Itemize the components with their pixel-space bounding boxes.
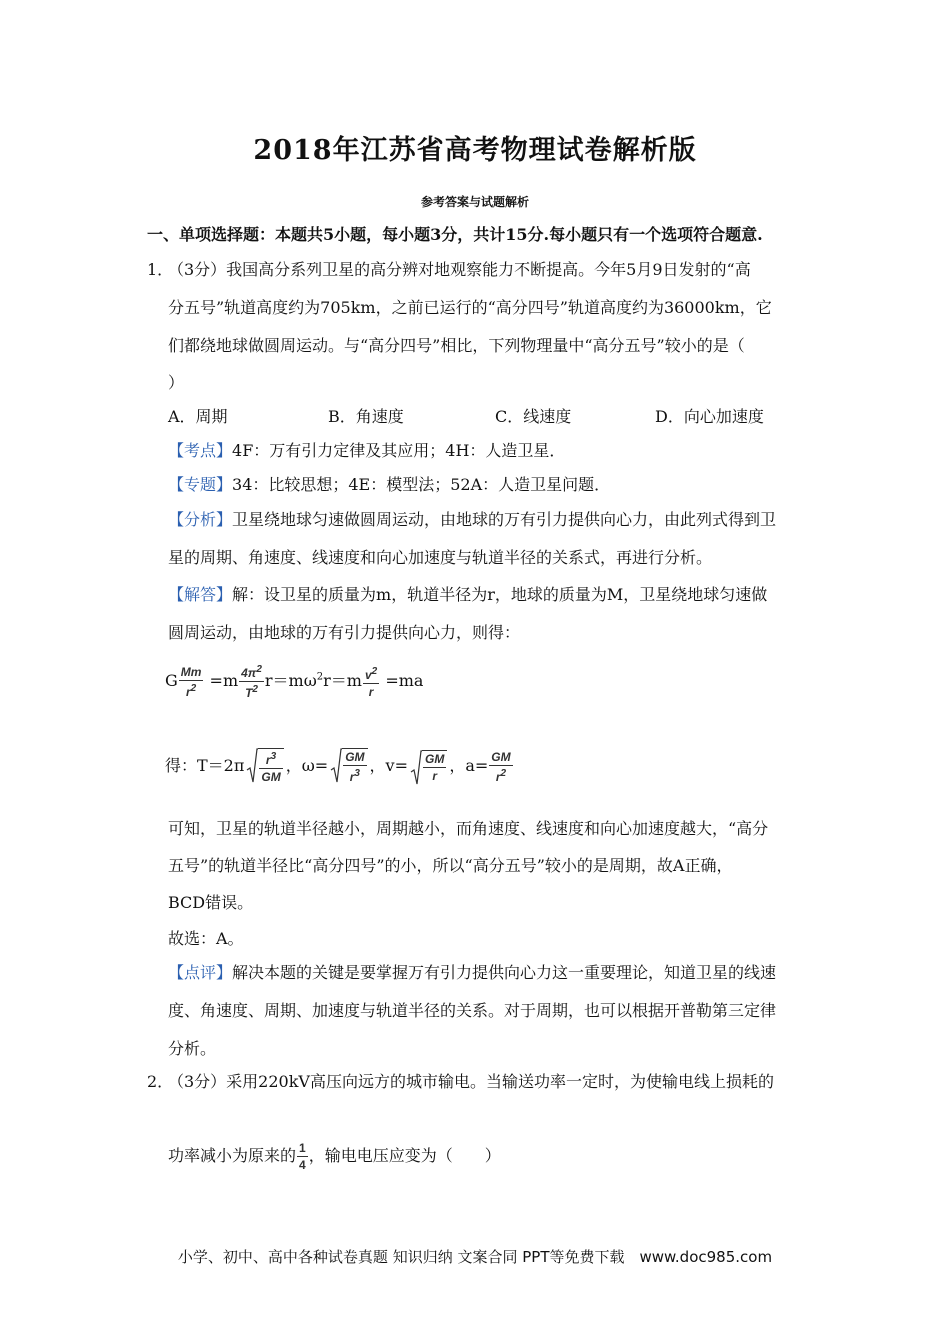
zhuanti-tag: 【专题】 — [168, 475, 233, 494]
page-subtitle: 参考答案与试题解析 — [420, 195, 529, 209]
question-2-line-2b: ，输电电压应变为（ ） — [308, 1146, 501, 1165]
frac-mm-den: r — [186, 684, 191, 699]
kaodian-text: 4F：万有引力定律及其应用；4H：人造卫星． — [232, 441, 566, 460]
frac-4pi-den-exp: 2 — [252, 684, 258, 695]
frac-gm-r2 — [489, 749, 512, 785]
option-b: B．角速度 — [328, 407, 404, 426]
dianping-text-3: 分析。 — [168, 1039, 217, 1058]
question-2-line-1: （3分）采用220kV高压向远方的城市输电。当输送功率一定时，为使输电线上损耗的 — [168, 1072, 774, 1091]
jieda-text-1: 解：设卫星的质量为m，轨道半径为r，地球的质量为M，卫星绕地球匀速做 — [232, 585, 768, 604]
footer-watermark: 小学、初中、高中各种试卷真题 知识归纳 文案合同 PPT等免费下载 www.doc985.com — [177, 1248, 773, 1266]
option-a: A．周期 — [168, 407, 228, 426]
frac-mm-r2 — [179, 664, 204, 700]
zhuanti-text: 34：比较思想；4E：模型法；52A：人造卫星问题． — [232, 475, 611, 494]
question-1-line-4: ） — [168, 373, 185, 392]
sqrt2-num: GM — [345, 750, 365, 764]
equation-gravity — [165, 662, 423, 701]
question-1-number: 1． — [147, 260, 174, 279]
jieda-row — [168, 582, 767, 605]
eq1-g: G — [165, 671, 178, 690]
section-heading: 一、单项选择题：本题共5小题，每小题3分，共计15分.每小题只有一个选项符合题意. — [147, 225, 763, 244]
fenxi-tag: 【分析】 — [168, 510, 233, 529]
eq2-lead: 得：T＝2π — [165, 756, 245, 775]
question-2-line-2a: 功率减小为原来的 — [168, 1146, 297, 1165]
question-2-number: 2． — [147, 1072, 174, 1091]
frac-4pi2-t2 — [239, 662, 264, 701]
frac-a-den: r — [495, 769, 501, 784]
radical-icon — [246, 748, 258, 784]
fenxi-text-1: 卫星绕地球匀速做圆周运动，由地球的万有引力提供向心力，由此列式得到卫 — [232, 510, 777, 529]
frac-a-den-exp: 2 — [500, 767, 507, 779]
radical-icon — [330, 748, 342, 784]
eq2-sep2: ，v= — [369, 756, 408, 775]
question-1-line-3: 们都绕地球做圆周运动。与“高分四号”相比，下列物理量中“高分五号”较小的是（ — [168, 336, 745, 355]
jieda-text-2: 圆周运动，由地球的万有引力提供向心力，则得： — [168, 623, 521, 642]
frac-v-num: v — [364, 667, 372, 682]
frac-4pi-den: T — [245, 686, 253, 700]
frac-mm-den-exp: 2 — [190, 682, 197, 694]
sqrt1-num-exp: 3 — [270, 751, 277, 762]
eq1-t3: r＝m — [323, 671, 362, 690]
sqrt1-den: GM — [261, 770, 281, 784]
dianping-text-1: 解决本题的关键是要掌握万有引力提供向心力这一重要理论，知道卫星的线速 — [232, 963, 777, 982]
kaodian-tag: 【考点】 — [168, 441, 233, 460]
fenxi-text-2: 星的周期、角速度、线速度和向心加速度与轨道半径的关系式，再进行分析。 — [168, 548, 713, 567]
sqrt-gm-r — [410, 750, 447, 784]
dianping-tag: 【点评】 — [168, 963, 233, 982]
eq1-t4: =ma — [385, 671, 424, 690]
frac-a-num: GM — [491, 749, 511, 764]
answer: 故选：A。 — [168, 929, 244, 948]
eq2-sep1: ，ω= — [285, 756, 329, 775]
sqrt3-num: GM — [424, 751, 445, 766]
frac-one-quarter — [297, 1140, 308, 1173]
sqrt3-den: r — [432, 768, 437, 783]
fenxi-row — [168, 507, 776, 530]
question-2-line-2 — [168, 1140, 501, 1173]
frac-v2-r — [363, 664, 379, 700]
equation-results — [165, 748, 514, 785]
frac-v-num-exp: 2 — [371, 665, 378, 677]
frac-4pi-num-exp: 2 — [256, 664, 262, 675]
zhuanti-row — [168, 472, 610, 495]
sqrt2-den-exp: 3 — [354, 768, 360, 779]
sqrt1-num: r — [265, 753, 271, 767]
frac-v-den: r — [368, 684, 374, 699]
page-title: 2018年江苏省高考物理试卷解析版 — [253, 135, 697, 166]
sqrt2-den: r — [349, 770, 355, 784]
question-1-line-2: 分五号”轨道高度约为705km，之前已运行的“高分四号”轨道高度约为36000km，它 — [168, 298, 772, 317]
frac-4pi-num: 4π — [241, 666, 257, 680]
eq1-t2: r＝mω — [264, 671, 317, 690]
eq2-sep3: ，a= — [449, 756, 489, 775]
dianping-row — [168, 960, 776, 983]
eq1-t1: =m — [209, 671, 239, 690]
jieda-tag: 【解答】 — [168, 585, 233, 604]
frac-mm-num: Mm — [180, 664, 202, 679]
frac-quarter-num: 1 — [299, 1141, 306, 1155]
option-c: C．线速度 — [495, 407, 572, 426]
sqrt-r3-gm — [246, 748, 283, 785]
eq1-omega-exp: 2 — [316, 671, 324, 683]
conclusion-line-3: BCD错误。 — [168, 893, 254, 912]
question-1-line-1: （3分）我国高分系列卫星的高分辨对地观察能力不断提高。今年5月9日发射的“高 — [168, 260, 751, 279]
sqrt-gm-r3 — [330, 748, 367, 785]
dianping-text-2: 度、角速度、周期、加速度与轨道半径的关系。对于周期，也可以根据开普勒第三定律 — [168, 1001, 777, 1020]
conclusion-line-2: 五号”的轨道半径比“高分四号”的小，所以“高分五号”较小的是周期，故A正确， — [168, 856, 733, 875]
conclusion-line-1: 可知，卫星的轨道半径越小，周期越小，而角速度、线速度和向心加速度越大，“高分 — [168, 819, 769, 838]
radical-icon — [410, 750, 422, 786]
option-d: D．向心加速度 — [655, 407, 764, 426]
kaodian-row — [168, 438, 565, 461]
frac-quarter-den: 4 — [299, 1158, 306, 1172]
